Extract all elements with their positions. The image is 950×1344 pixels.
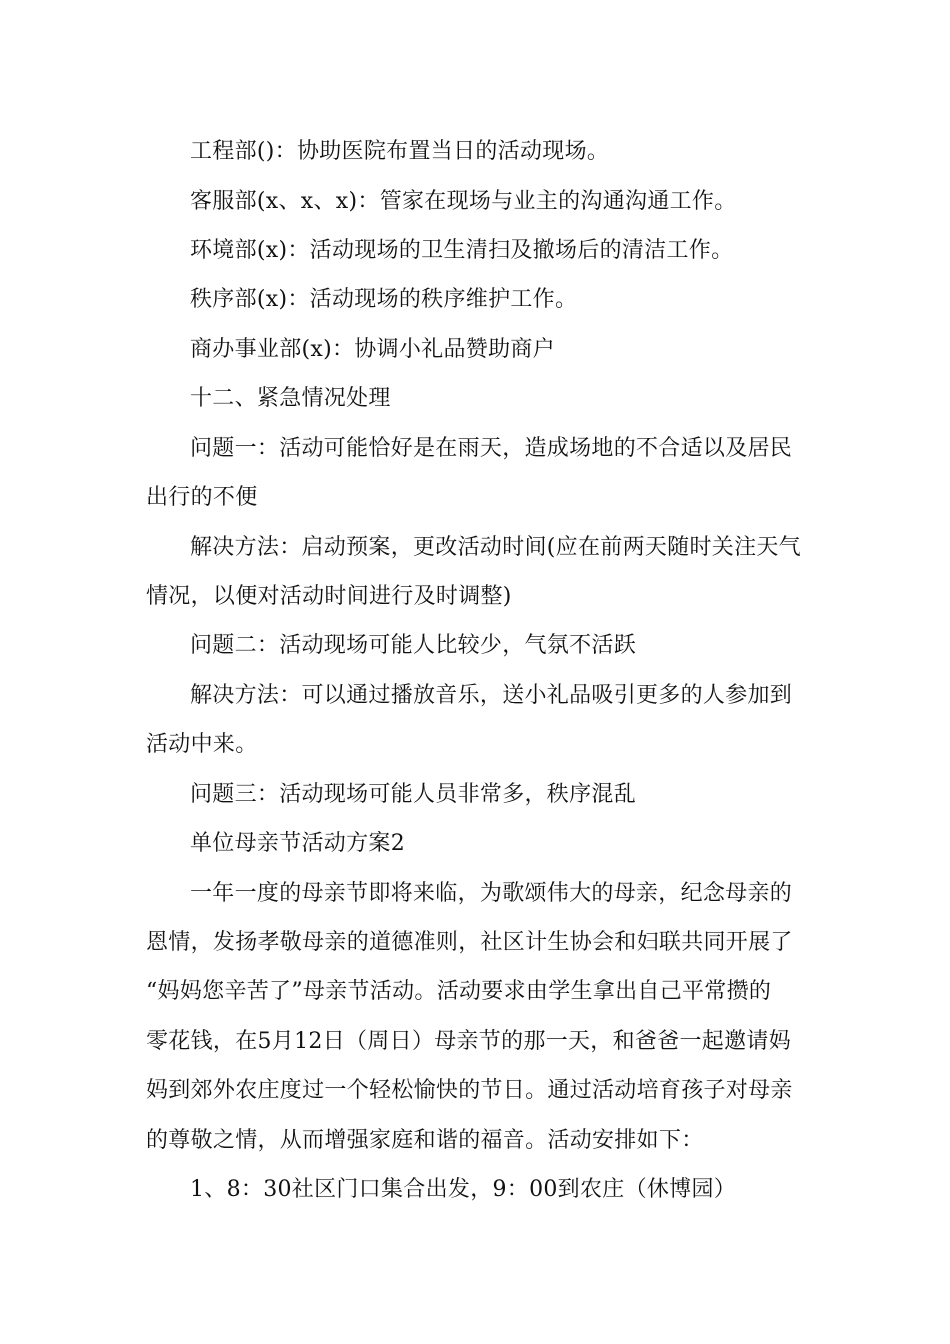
section-title-plan-2: 单位母亲节活动方案2	[190, 831, 405, 856]
text-line-customer-service: 客服部(x、x、x)：管家在现场与业主的沟通沟通工作。	[190, 189, 737, 214]
text-line-solution-one-cont: 情况，以便对活动时间进行及时调整)	[146, 584, 512, 609]
paragraph-line-3: “妈妈您辛苦了”母亲节活动。活动要求由学生拿出自己平常攒的	[146, 979, 772, 1004]
paragraph-line-4: 零花钱，在5月12日（周日）母亲节的那一天，和爸爸一起邀请妈	[146, 1029, 791, 1054]
text-line-solution-two: 解决方法：可以通过播放音乐，送小礼品吸引更多的人参加到	[190, 683, 793, 708]
schedule-item-1: 1、8：30社区门口集合出发，9：00到农庄（休博园）	[190, 1177, 737, 1202]
paragraph-line-6: 的尊敬之情，从而增强家庭和谐的福音。活动安排如下：	[146, 1128, 704, 1153]
paragraph-line-5: 妈到郊外农庄度过一个轻松愉快的节日。通过活动培育孩子对母亲	[146, 1078, 793, 1103]
section-heading-emergency: 十二、紧急情况处理	[190, 386, 391, 411]
paragraph-line-2: 恩情，发扬孝敬母亲的道德准则，社区计生协会和妇联共同开展了	[146, 930, 793, 955]
paragraph-line-1: 一年一度的母亲节即将来临，为歌颂伟大的母亲，纪念母亲的	[190, 881, 793, 906]
text-line-problem-one: 问题一：活动可能恰好是在雨天，造成场地的不合适以及居民	[190, 436, 793, 461]
text-line-solution-two-cont: 活动中来。	[146, 732, 258, 757]
text-line-business: 商办事业部(x)：协调小礼品赞助商户	[190, 337, 555, 362]
text-line-order: 秩序部(x)：活动现场的秩序维护工作。	[190, 287, 578, 312]
text-line-engineering: 工程部()：协助医院布置当日的活动现场。	[190, 139, 610, 164]
text-line-solution-one: 解决方法：启动预案，更改活动时间(应在前两天随时关注天气	[190, 535, 801, 560]
text-line-problem-two: 问题二：活动现场可能人比较少，气氛不活跃	[190, 633, 637, 658]
text-line-problem-one-cont: 出行的不便	[146, 485, 258, 510]
text-line-problem-three: 问题三：活动现场可能人员非常多，秩序混乱	[190, 782, 637, 807]
text-line-environment: 环境部(x)：活动现场的卫生清扫及撤场后的清洁工作。	[190, 238, 734, 263]
